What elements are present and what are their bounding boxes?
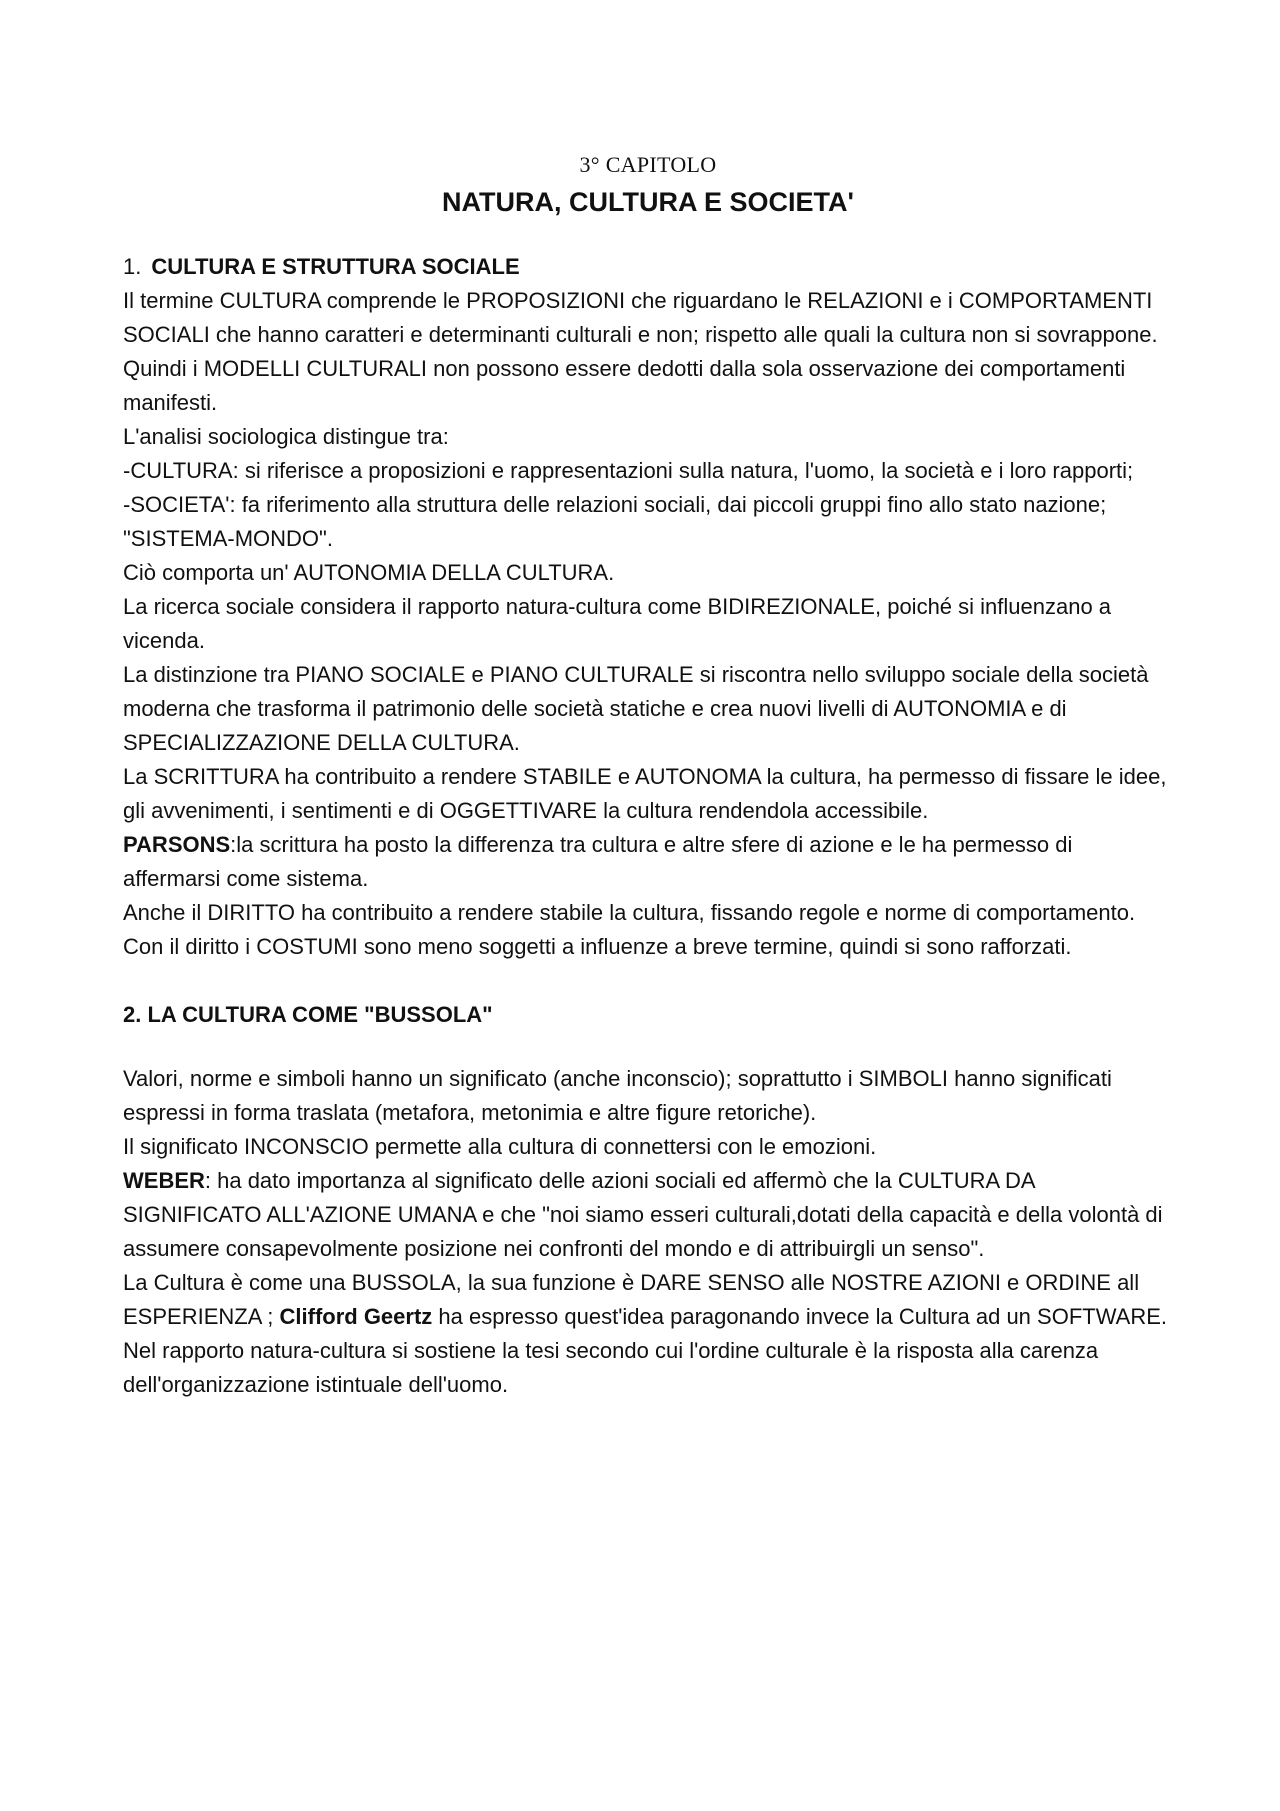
section-1-paragraph: Ciò comporta un' AUTONOMIA DELLA CULTURA. xyxy=(123,560,615,585)
bussola-text-after: ha espresso quest'idea paragonando invece la Cultura ad un SOFTWARE. xyxy=(432,1304,1167,1329)
geertz-name: Clifford Geertz xyxy=(279,1304,433,1329)
weber-text: : ha dato importanza al significato delle azioni sociali ed affermò che la CULTURA DA SIGNIFICATO ALL'AZIONE UMANA e che "noi siamo esseri culturali,dotati della capacità e della volontà di assumere consapevolmente posizione nei confronti del mondo e di attribuirgli un senso". xyxy=(123,1168,1163,1261)
section-1-paragraph: Quindi i MODELLI CULTURALI non possono essere dedotti dalla sola osservazione dei comportamenti manifesti. xyxy=(123,356,1126,415)
parsons-text: :la scrittura ha posto la differenza tra cultura e altre sfere di azione e le ha permesso di affermarsi come sistema. xyxy=(123,832,1073,891)
document-content xyxy=(123,150,1173,1402)
section-1-paragraph: -CULTURA: si riferisce a proposizioni e rappresentazioni sulla natura, l'uomo, la società e i loro rapporti; xyxy=(123,458,1134,483)
parsons-paragraph xyxy=(123,828,1173,896)
section-1-paragraph: La SCRITTURA ha contribuito a rendere STABILE e AUTONOMA la cultura, ha permesso di fissare le idee, gli avvenimenti, i sentimenti e di OGGETTIVARE la cultura rendendola accessibile. xyxy=(123,764,1167,823)
section-1-title: CULTURA E STRUTTURA SOCIALE xyxy=(151,254,520,279)
parsons-name: PARSONS xyxy=(123,832,231,857)
section-1-paragraph: Il termine CULTURA comprende le PROPOSIZIONI che riguardano le RELAZIONI e i COMPORTAMENTI SOCIALI che hanno caratteri e determinanti culturali e non; rispetto alle quali la cultura non si sovrappone. xyxy=(123,288,1158,347)
bussola-paragraph xyxy=(123,1266,1173,1334)
diritto-paragraph: Anche il DIRITTO ha contribuito a rendere stabile la cultura, fissando regole e norme di comportamento. Con il diritto i COSTUMI sono meno soggetti a influenze a breve termine, quindi si sono rafforzati. xyxy=(123,900,1136,959)
section-1-heading xyxy=(123,250,1173,284)
section-1-paragraph: L'analisi sociologica distingue tra: xyxy=(123,424,449,449)
chapter-label: 3° CAPITOLO xyxy=(579,152,717,177)
section-1-paragraph: La distinzione tra PIANO SOCIALE e PIANO CULTURALE si riscontra nello sviluppo sociale della società moderna che trasforma il patrimonio delle società statiche e crea nuovi livelli di AUTONOMIA e di SPECIALIZZAZIONE DELLA CULTURA. xyxy=(123,662,1149,755)
section-2-heading: 2. LA CULTURA COME "BUSSOLA" xyxy=(123,1002,493,1027)
weber-paragraph xyxy=(123,1164,1173,1266)
document-title: NATURA, CULTURA E SOCIETA' xyxy=(442,187,854,217)
section-2-paragraph: Valori, norme e simboli hanno un significato (anche inconscio); soprattutto i SIMBOLI hanno significati espressi in forma traslata (metafora, metonimia e altre figure retoriche). xyxy=(123,1066,1112,1125)
weber-name: WEBER xyxy=(123,1168,205,1193)
section-1-number: 1. xyxy=(123,254,142,279)
section-1-paragraph: -SOCIETA': fa riferimento alla struttura delle relazioni sociali, dai piccoli gruppi fino allo stato nazione; "SISTEMA-MONDO". xyxy=(123,492,1107,551)
bussola-text-before: La Cultura è come una BUSSOLA, la sua funzione è DARE SENSO alle NOSTRE AZIONI e ORDINE all ESPERIENZA ; xyxy=(123,1270,1140,1329)
section-1-paragraph: La ricerca sociale considera il rapporto natura-cultura come BIDIREZIONALE, poiché si influenzano a vicenda. xyxy=(123,594,1112,653)
section-2-paragraph: Il significato INCONSCIO permette alla cultura di connettersi con le emozioni. xyxy=(123,1134,877,1159)
section-2-paragraph: Nel rapporto natura-cultura si sostiene la tesi secondo cui l'ordine culturale è la risposta alla carenza dell'organizzazione istintuale dell'uomo. xyxy=(123,1338,1099,1397)
